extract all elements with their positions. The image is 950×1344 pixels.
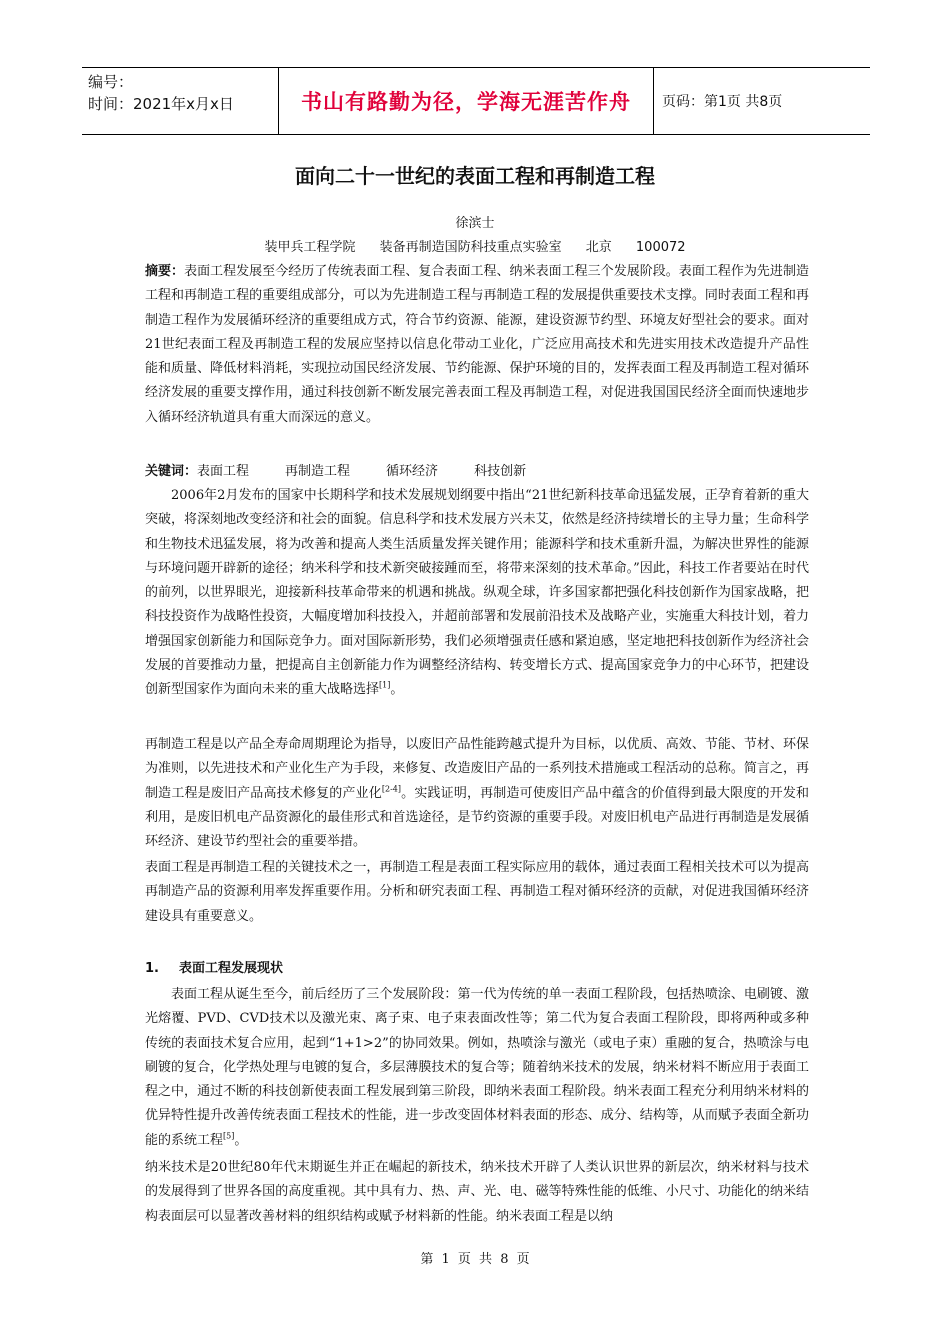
paragraph-text: 表面工程从诞生至今，前后经历了三个发展阶段：第一代为传统的单一表面工程阶段，包括热喷涂、电刷镀、激光熔覆、PVD、CVD技术以及激光束、离子束、电子束表面改性等；第二代为复合表面工程阶段，即将两种或多种传统的表面技术复合应用，起到“1+1>2”的协同效果。例如，热喷涂与激光（或电子束）重融的复合，热喷涂与电刷镀的复合，化学热处理与电镀的复合，多层薄膜技术的复合等；随着纳米技术的发展，纳米材料不断应用于表面工程之中，通过不断的科技创新使表面工程发展到第三阶段，即纳米表面工程阶段。纳米表面工程充分利用纳米材料的优异特性提升改善传统表面工程技术的性能，进一步改变固体材料表面的形态、成分、结构等，从而赋予表面全新功能的系统工程 (145, 987, 809, 1148)
affiliation-postcode: 100072 (635, 240, 686, 255)
paragraph-stages (145, 983, 809, 1153)
keywords (145, 460, 562, 479)
citation: [2-4] (381, 784, 402, 794)
section-number: 1. (145, 961, 159, 976)
abstract (145, 260, 809, 430)
document-header (82, 67, 870, 135)
paragraph-remanufacturing (145, 733, 809, 854)
paragraph-text: 表面工程是再制造工程的关键技术之一，再制造工程是表面工程实际应用的载体，通过表面工程相关技术可以为提高再制造产品的资源利用率发挥重要作用。分析和研究表面工程、再制造工程对循环经济的贡献，对促进我国循环经济建设具有重要意义。 (145, 860, 809, 924)
abstract-text: 表面工程发展至今经历了传统表面工程、复合表面工程、纳米表面工程三个发展阶段。表面工程作为先进制造工程和再制造工程的重要组成部分，可以为先进制造工程与再制造工程的发展提供重要技术支撑。同时表面工程和再制造工程作为发展循环经济的重要组成方式，符合节约资源、能源，建设资源节约型、环境友好型社会的要求。面对21世纪表面工程及再制造工程的发展应坚持以信息化带动工业化，广泛应用高技术和先进实用技术改造提升产品性能和质量、降低材料消耗，实现拉动国民经济发展、节约能源、保护环境的目的，发挥表面工程及再制造工程对循环经济发展的重要支撑作用，通过科技创新不断发展完善表面工程及再制造工程，对促进我国国民经济全面而快速地步入循环经济轨道具有重大而深远的意义。 (145, 264, 809, 425)
keyword: 科技创新 (474, 464, 527, 479)
affiliation-institute: 装甲兵工程学院 (264, 240, 356, 255)
affiliation (0, 236, 950, 255)
author: 徐滨士 (455, 216, 495, 231)
paragraph-text: 。实践证明，再制造可使废旧产品中蕴含的价值得到最大限度的开发和利用，是废旧机电产品资源化的最佳形式和首选途径，是节约资源的重要手段。对废旧机电产品进行再制造是发展循环经济、建设节约型社会的重要举措。 (145, 785, 809, 850)
affiliation-city: 北京 (585, 240, 612, 255)
paragraph-surface-key (145, 856, 809, 929)
affiliation-lab: 装备再制造国防科技重点实验室 (379, 240, 562, 255)
paragraph-text: 。 (390, 682, 404, 698)
paragraph-text: 。 (234, 1132, 248, 1148)
paragraph-text: 纳米技术是20世纪80年代末期诞生并正在崛起的新技术，纳米技术开辟了人类认识世界的新层次，纳米材料与技术的发展得到了世界各国的高度重视。其中具有力、热、声、光、电、磁等特殊性能的低维、小尺寸、功能化的纳米结构表面层可以显著改善材料的组织结构或赋予材料新的性能。纳米表面工程是以纳 (145, 1160, 809, 1224)
section-title: 表面工程发展现状 (179, 961, 284, 976)
paragraph-intro (145, 484, 809, 703)
header-meta (82, 68, 279, 134)
page-footer: 第 1 页 共 8 页 (420, 1252, 530, 1267)
motto: 书山有路勤为径，学海无涯苦作舟 (301, 90, 631, 114)
page-label: 页码：第1页 共8页 (662, 94, 783, 110)
header-page-cell (654, 68, 870, 134)
keyword: 循环经济 (386, 464, 439, 479)
keyword: 表面工程 (197, 464, 250, 479)
citation: [5] (223, 1131, 235, 1141)
keyword: 再制造工程 (285, 464, 351, 479)
citation: [1] (379, 681, 391, 691)
abstract-label: 摘要： (145, 264, 185, 279)
number-label: 编号： (88, 73, 134, 91)
paragraph-nano (145, 1156, 809, 1229)
time-label: 时间：2021年x月x日 (88, 95, 234, 113)
keywords-label: 关键词： (145, 464, 198, 479)
section-heading (145, 957, 283, 976)
header-motto-cell (279, 68, 654, 134)
paragraph-text: 2006年2月发布的国家中长期科学和技术发展规划纲要中指出“21世纪新科技革命迅猛发展，正孕育着新的重大突破，将深刻地改变经济和社会的面貌。信息科学和技术发展方兴未艾，依然是经济持续增长的主导力量；生命科学和生物技术迅猛发展，将为改善和提高人类生活质量发挥关键作用；能源科学和技术重新升温，为解决世界性的能源与环境问题开辟新的途径；纳米科学和技术新突破接踵而至，将带来深刻的技术革命。”因此，科技工作者要站在时代的前列，以世界眼光，迎接新科技革命带来的机遇和挑战。纵观全球，许多国家都把强化科技创新作为国家战略，把科技投资作为战略性投资，大幅度增加科技投入，并超前部署和发展前沿技术及战略产业，实施重大科技计划，着力增强国家创新能力和国际竞争力。面对国际新形势，我们必须增强责任感和紧迫感，坚定地把科技创新作为经济社会发展的首要推动力量，把提高自主创新能力作为调整经济结构、转变增长方式、提高国家竞争力的中心环节，把建设创新型国家作为面向未来的重大战略选择 (145, 488, 809, 698)
article-title: 面向二十一世纪的表面工程和再制造工程 (295, 164, 655, 188)
paragraph-text: 再制造工程是以产品全寿命周期理论为指导，以废旧产品性能跨越式提升为目标，以优质、高效、节能、节材、环保为准则，以先进技术和产业化生产为手段，来修复、改造废旧产品的一系列技术措施或工程活动的总称。简言之，再制造工程是废旧产品高技术修复的产业化 (145, 737, 809, 801)
